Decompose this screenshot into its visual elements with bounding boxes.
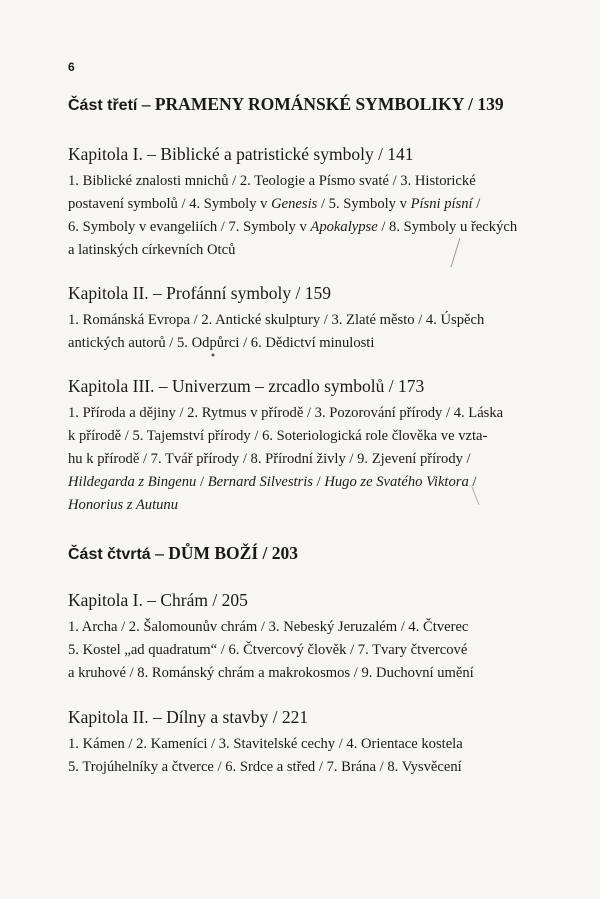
contents-text: 1. Biblické znalosti mnichů / 2. Teologie a Písmo svaté / 3. Historické — [68, 173, 476, 189]
contents-text: / 5. Symboly v — [317, 196, 411, 212]
chapter-contents-line — [68, 239, 538, 262]
contents-text: postavení symbolů / 4. Symboly v — [68, 196, 272, 212]
part-label: Část třetí — [68, 97, 138, 114]
contents-text: 6. Symboly v evangeliích / 7. Symboly v — [68, 219, 311, 235]
part-title: DŮM BOŽÍ / 203 — [168, 543, 299, 563]
part-heading-4 — [68, 543, 298, 564]
pencil-mark — [448, 236, 462, 270]
contents-text: / — [312, 474, 325, 490]
italic-title: Písni písní — [410, 196, 473, 212]
chapter-title: Kapitola II. – Profánní symboly / 159 — [68, 283, 331, 303]
chapter-contents-line — [68, 332, 538, 355]
italic-title: Genesis — [271, 196, 318, 212]
part-separator: – — [137, 94, 155, 114]
contents-text: / — [196, 474, 208, 490]
italic-title: Hildegarda z Bingenu — [68, 474, 197, 490]
chapter-title: Kapitola III. – Univerzum – zrcadlo symbolů / 173 — [68, 376, 425, 396]
chapter-contents-line — [68, 448, 538, 471]
pencil-mark — [470, 485, 482, 507]
part-title: PRAMENY ROMÁNSKÉ SYMBOLIKY / 139 — [154, 94, 504, 114]
chapter-contents-line — [68, 756, 538, 779]
contents-text: 1. Příroda a dějiny / 2. Rytmus v přírodě / 3. Pozorování přírody / 4. Láska — [68, 405, 504, 421]
chapter-contents-line — [68, 170, 538, 193]
contents-text: a kruhové / 8. Románský chrám a makrokosmos / 9. Duchovní umění — [68, 665, 474, 681]
chapter-title: Kapitola I. – Chrám / 205 — [68, 590, 248, 610]
chapter-contents-line — [68, 639, 538, 662]
contents-text: 1. Kámen / 2. Kameníci / 3. Stavitelské cechy / 4. Orientace kostela — [68, 736, 463, 752]
chapter-entry — [68, 376, 538, 517]
contents-text: 1. Archa / 2. Šalomounův chrám / 3. Nebeský Jeruzalém / 4. Čtverec — [68, 619, 469, 635]
contents-text: 5. Kostel „ad quadratum“ / 6. Čtvercový člověk / 7. Tvary čtvercové — [68, 642, 468, 658]
italic-title: Bernard Silvestris — [207, 474, 313, 490]
contents-text: hu k přírodě / 7. Tvář přírody / 8. Přírodní živly / 9. Zjevení přírody / — [68, 451, 471, 467]
chapter-title: Kapitola I. – Biblické a patristické symboly / 141 — [68, 144, 414, 164]
part-separator: – — [150, 543, 169, 563]
chapter-contents-line — [68, 425, 538, 448]
contents-text: / — [468, 474, 477, 490]
contents-text: / 8. Symboly u řeckých — [377, 219, 518, 235]
contents-text: a latinských církevních Otců — [68, 242, 236, 258]
part-label: Část čtvrtá — [68, 546, 151, 563]
contents-text: 5. Trojúhelníky a čtverce / 6. Srdce a střed / 7. Brána / 8. Vysvěcení — [68, 759, 462, 775]
chapter-contents-line — [68, 216, 538, 239]
ink-dot — [210, 352, 216, 358]
chapter-entry — [68, 283, 538, 355]
italic-title: Honorius z Autunu — [68, 497, 179, 513]
page-number: 6 — [68, 60, 75, 74]
contents-text: 1. Románská Evropa / 2. Antické skulptury / 3. Zlaté město / 4. Úspěch — [68, 312, 485, 328]
contents-text: k přírodě / 5. Tajemství přírody / 6. Soteriologická role člověka ve vzta- — [68, 428, 488, 444]
contents-text: / — [472, 196, 481, 212]
italic-title: Hugo ze Svatého Viktora — [324, 474, 469, 490]
chapter-contents-line — [68, 309, 538, 332]
chapter-contents-line — [68, 402, 538, 425]
chapter-entry — [68, 707, 538, 779]
chapter-contents-line — [68, 471, 538, 494]
chapter-title: Kapitola II. – Dílny a stavby / 221 — [68, 707, 309, 727]
chapter-contents-line — [68, 616, 538, 639]
contents-text: antických autorů / 5. Odpůrci / 6. Dědictví minulosti — [68, 335, 375, 351]
italic-title: Apokalypse — [310, 219, 378, 235]
chapter-contents-line — [68, 494, 538, 517]
chapter-contents-line — [68, 193, 538, 216]
chapter-entry — [68, 590, 538, 685]
chapter-contents-line — [68, 733, 538, 756]
chapter-entry — [68, 144, 538, 262]
part-heading-3 — [68, 94, 504, 115]
chapter-contents-line — [68, 662, 538, 685]
